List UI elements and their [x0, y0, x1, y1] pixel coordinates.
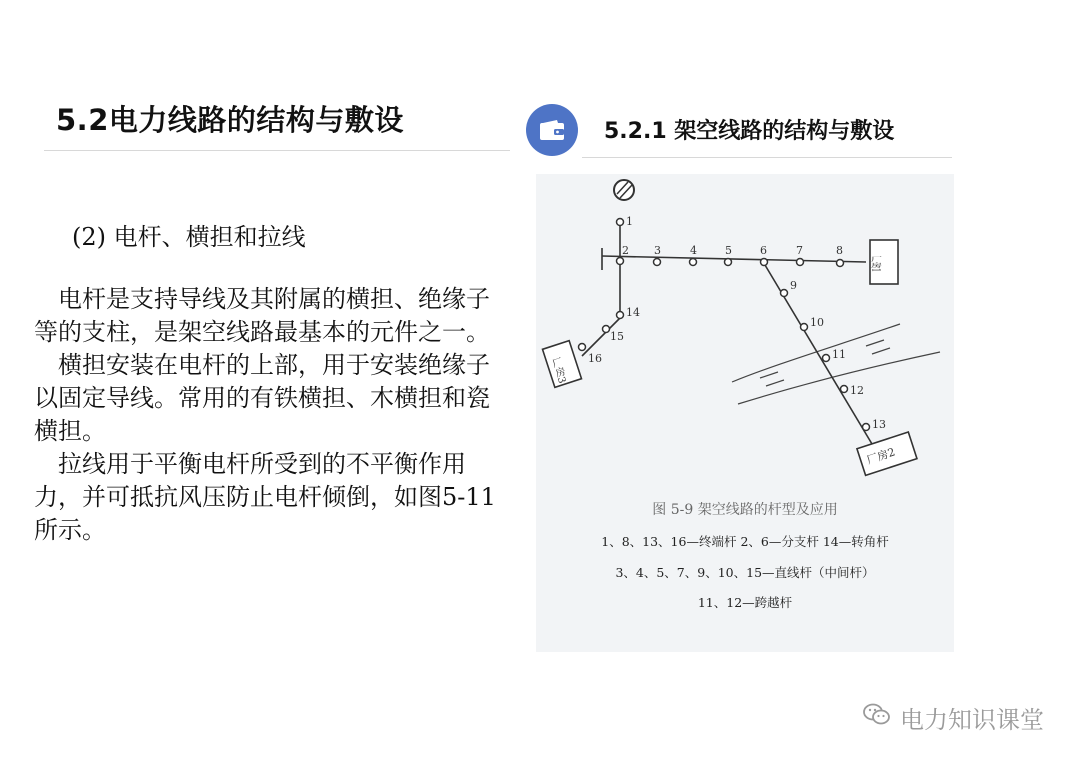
pole-4: [690, 259, 697, 266]
pole-12: [841, 386, 848, 393]
topic-heading: (2) 电杆、横担和拉线: [72, 223, 306, 251]
pole-10: [801, 324, 808, 331]
pole-3: [654, 259, 661, 266]
svg-text:12: 12: [850, 384, 864, 397]
pole-8: [837, 260, 844, 267]
svg-text:厂房3: 厂房3: [548, 356, 568, 386]
pole-14: [617, 312, 624, 319]
pole-16: [579, 344, 586, 351]
svg-text:13: 13: [872, 418, 886, 431]
pole-labels: [588, 215, 886, 431]
pole-5: [725, 259, 732, 266]
svg-text:7: 7: [796, 244, 803, 257]
paragraph-crossarm: 横担安装在电杆的上部，用于安装绝缘子以固定导线。常用的有铁横担、木横担和瓷横担。: [34, 351, 490, 445]
factory-1: [870, 240, 899, 284]
svg-text:6: 6: [760, 244, 767, 257]
svg-text:4: 4: [690, 244, 697, 257]
svg-text:5: 5: [725, 244, 732, 257]
svg-text:14: 14: [626, 306, 640, 319]
paragraph-guy-wire: 拉线用于平衡电杆所受到的不平衡作用力，并可抵抗风压防止电杆倾倒，如图5-11 所示。: [34, 450, 496, 544]
svg-text:9: 9: [790, 279, 797, 292]
legend-line-1: 1、8、13、16—终端杆 2、6—分支杆 14—转角杆: [601, 534, 889, 549]
paragraph-pole: 电杆是支持导线及其附属的横担、绝缘子等的支柱，是架空线路最基本的元件之一。: [34, 285, 490, 346]
pole-13: [863, 424, 870, 431]
pole-11: [823, 355, 830, 362]
line-network: [582, 224, 872, 444]
svg-text:厂房1: 厂房1: [869, 256, 883, 285]
line-diagram-figure: [536, 174, 954, 652]
wallet-icon: [526, 104, 578, 156]
svg-text:11: 11: [832, 348, 846, 361]
wechat-icon: [862, 702, 892, 734]
body-text: [34, 283, 504, 547]
factory-3: [543, 341, 582, 388]
svg-text:16: 16: [588, 352, 602, 365]
power-source-symbol: [614, 180, 634, 200]
pole-7: [797, 259, 804, 266]
pole-6: [761, 259, 768, 266]
title-divider-left: [44, 150, 510, 151]
svg-text:15: 15: [610, 330, 624, 343]
legend-line-2: 3、4、5、7、9、10、15—直线杆（中间杆）: [615, 565, 875, 580]
figure-caption: 图 5-9 架空线路的杆型及应用: [652, 502, 838, 518]
river-banks: [732, 324, 940, 404]
pole-2: [617, 258, 624, 265]
svg-text:3: 3: [654, 244, 661, 257]
factory-2: [857, 432, 917, 475]
svg-text:10: 10: [810, 316, 824, 329]
pole-9: [781, 290, 788, 297]
title-divider-right: [582, 157, 952, 158]
svg-text:1: 1: [626, 215, 633, 228]
svg-text:厂房2: 厂房2: [865, 445, 897, 467]
svg-text:8: 8: [836, 244, 843, 257]
svg-text:2: 2: [622, 244, 629, 257]
legend-line-3: 11、12—跨越杆: [697, 595, 793, 610]
subsection-title: 5.2.1 架空线路的结构与敷设: [604, 119, 895, 144]
section-title: 5.2电力线路的结构与敷设: [56, 103, 404, 137]
pole-15: [603, 326, 610, 333]
pole-1: [617, 219, 624, 226]
watermark: [862, 700, 1044, 735]
watermark-text: 电力知识课堂: [900, 706, 1044, 734]
